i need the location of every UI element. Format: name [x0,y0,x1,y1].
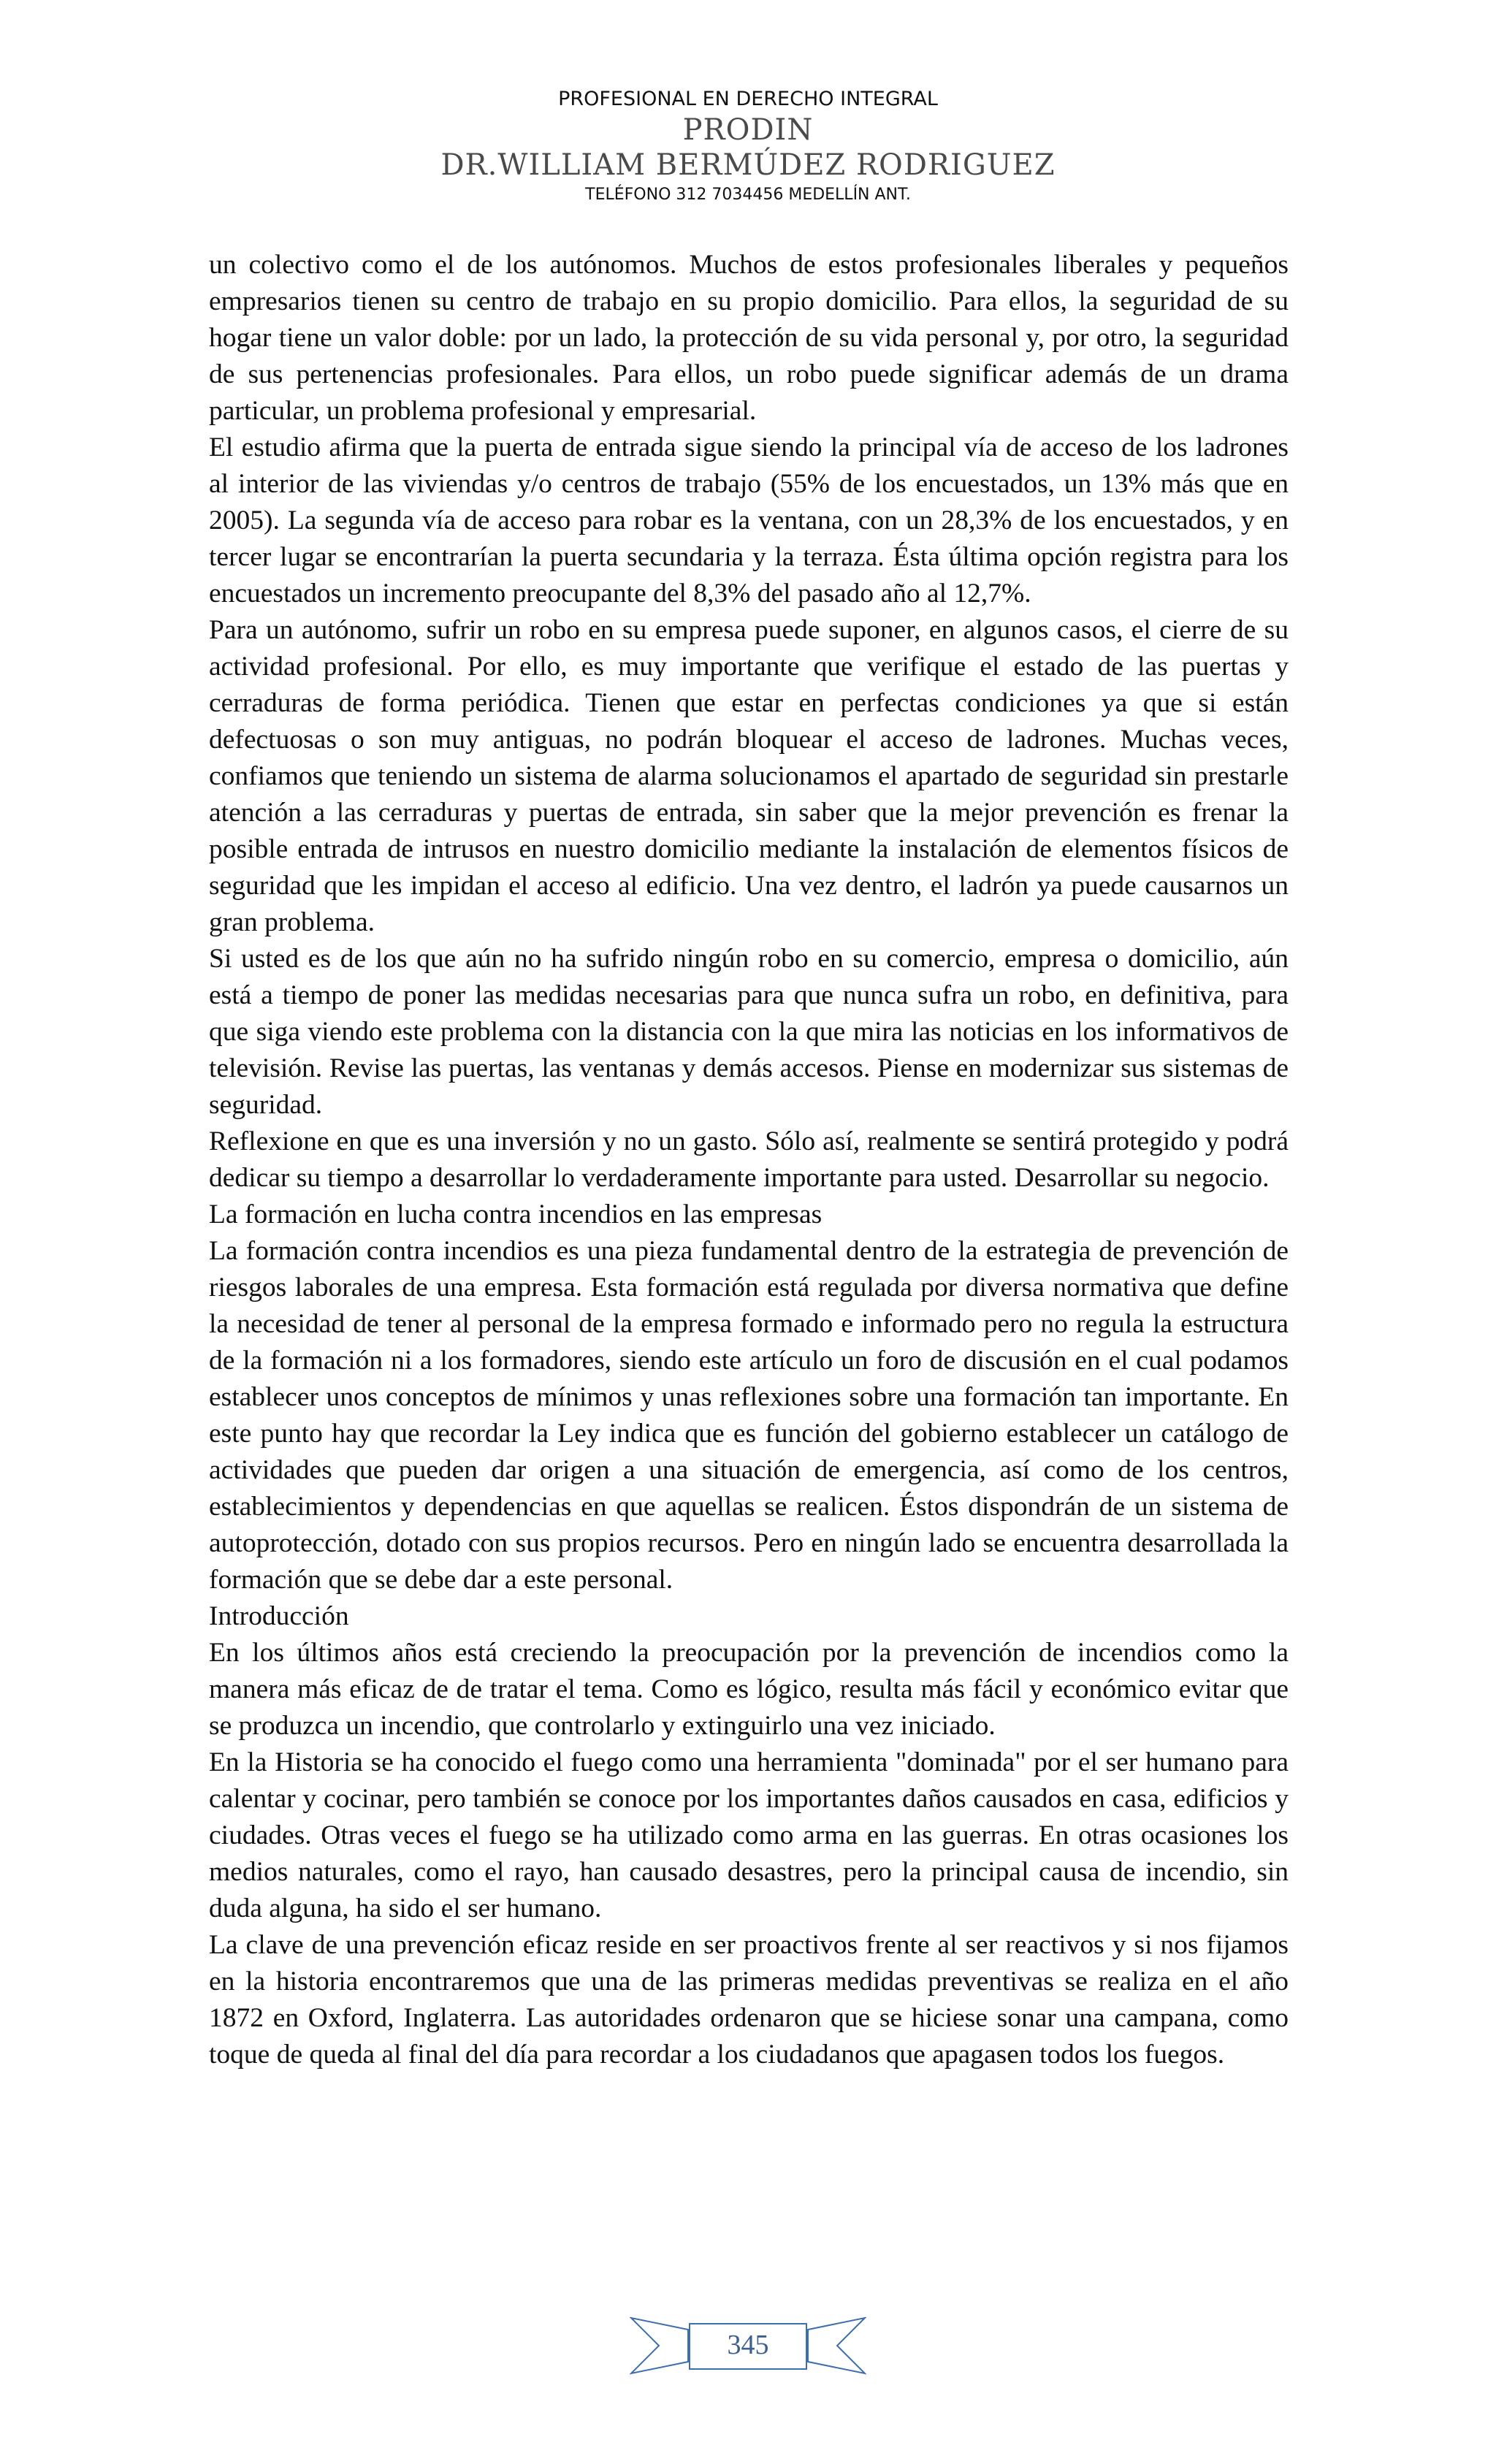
paragraph: La formación contra incendios es una pieza fundamental dentro de la estrategia de prevención de riesgos laborales de una empresa. Esta formación está regulada por diversa normativa que define la necesidad de tener al personal de la empresa formado e informado pero no regula la estructura de la formación ni a los formadores, siendo este artículo un foro de discusión en el cual podamos establecer unos conceptos de mínimos y unas reflexiones sobre una formación tan importante. En este punto hay que recordar la Ley indica que es función del gobierno establecer un catálogo de actividades que pueden dar origen a una situación de emergencia, así como de los centros, establecimientos y dependencias en que aquellas se realicen. Éstos dispondrán de un sistema de autoprotección, dotado con sus propios recursos. Pero en ningún lado se encuentra desarrollada la formación que se debe dar a este personal. [209,1236,1289,1595]
header-brand: PRODIN [682,113,814,147]
paragraph: La clave de una prevención eficaz reside en ser proactivos frente al ser reactivos y si nos fijamos en la historia encontraremos que una de las primeras medidas preventivas se realiza en el año 1872 en Oxford, Inglaterra. Las autoridades ordenaron que se hiciese sonar una campana, como toque de queda al final del día para recordar a los ciudadanos que apagasen todos los fuegos. [209,1930,1289,2070]
document-body [209,247,1289,2073]
section-heading: La formación en lucha contra incendios en las empresas [209,1199,823,1229]
paragraph: Para un autónomo, sufrir un robo en su empresa puede suponer, en algunos casos, el cierre de su actividad profesional. Por ello, es muy importante que verifique el estado de las puertas y cerraduras de forma periódica. Tienen que estar en perfectas condiciones ya que si están defectuosas o son muy antiguas, no podrán bloquear el acceso de ladrones. Muchas veces, confiamos que teniendo un sistema de alarma solucionamos el apartado de seguridad sin prestarle atención a las cerraduras y puertas de entrada, sin saber que la mejor prevención es frenar la posible entrada de intrusos en nuestro domicilio mediante la instalación de elementos físicos de seguridad que les impidan el acceso al edificio. Una vez dentro, el ladrón ya puede causarnos un gran problema. [209,615,1289,937]
paragraph: El estudio afirma que la puerta de entrada sigue siendo la principal vía de acceso de los ladrones al interior de las viviendas y/o centros de trabajo (55% de los encuestados, un 13% más que en 2005). La segunda vía de acceso para robar es la ventana, con un 28,3% de los encuestados, y en tercer lugar se encontrarían la puerta secundaria y la terraza. Ésta última opción registra para los encuestados un incremento preocupante del 8,3% del pasado año al 12,7%. [209,432,1289,609]
page-number: 345 [727,2330,769,2360]
paragraph: Reflexione en que es una inversión y no un gasto. Sólo así, realmente se sentirá protegido y podrá dedicar su tiempo a desarrollar lo verdaderamente importante para usted. Desarrollar su negocio. [209,1126,1289,1193]
header-phone: TELÉFONO 312 7034456 MEDELLÍN ANT. [585,186,911,204]
paragraph: Si usted es de los que aún no ha sufrido ningún robo en su comercio, empresa o domicilio, aún está a tiempo de poner las medidas necesarias para que nunca sufra un robo, en definitiva, para que siga viendo este problema con la distancia con la que mira las noticias en los informativos de televisión. Revise las puertas, las ventanas y demás accesos. Piense en modernizar sus sistemas de seguridad. [209,944,1289,1120]
header-author: DR.WILLIAM BERMÚDEZ RODRIGUEZ [440,148,1056,182]
paragraph: un colectivo como el de los autónomos. Muchos de estos profesionales liberales y pequeños empresarios tienen su centro de trabajo en su propio domicilio. Para ellos, la seguridad de su hogar tiene un valor doble: por un lado, la protección de su vida personal y, por otro, la seguridad de sus pertenencias profesionales. Para ellos, un robo puede significar además de un drama particular, un problema profesional y empresarial. [209,250,1289,426]
section-heading: Introducción [209,1601,349,1631]
header-profession: PROFESIONAL EN DERECHO INTEGRAL [558,88,938,110]
page-header [0,86,1496,207]
paragraph: En la Historia se ha conocido el fuego como una herramienta "dominada" por el ser humano para calentar y cocinar, pero también se conoce por los importantes daños causados en casa, edificios y ciudades. Otras veces el fuego se ha utilizado como arma en las guerras. En otras ocasiones los medios naturales, como el rayo, han causado desastres, pero la principal causa de incendio, sin duda alguna, ha sido el ser humano. [209,1747,1289,1923]
paragraph: En los últimos años está creciendo la preocupación por la prevención de incendios como la manera más eficaz de de tratar el tema. Como es lógico, resulta más fácil y económico evitar que se produzca un incendio, que controlarlo y extinguirlo una vez iniciado. [209,1638,1289,1741]
